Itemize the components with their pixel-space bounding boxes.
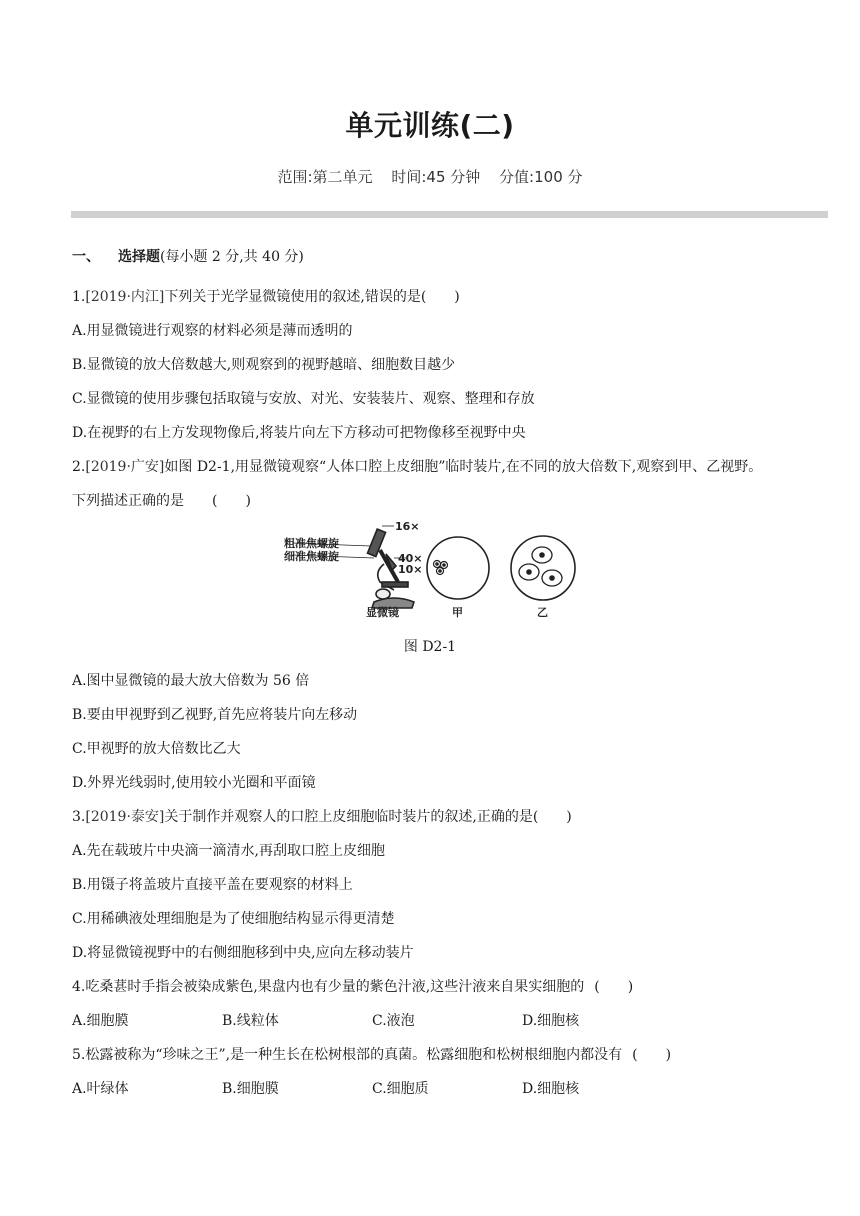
question-2-option-a: A.图中显微镜的最大放大倍数为 56 倍 <box>72 673 310 689</box>
question-5-option-d: D.细胞核 <box>522 1081 580 1097</box>
question-3-option-c: C.用稀碘液处理细胞是为了使细胞结构显示得更清楚 <box>72 911 395 927</box>
question-1-option-b: B.显微镜的放大倍数越大,则观察到的视野越暗、细胞数目越少 <box>72 357 456 373</box>
question-4-stem: 4.吃桑葚时手指会被染成紫色,果盘内也有少量的紫色汁液,这些汁液来自果实细胞的 ( ) <box>72 979 634 995</box>
exam-range: 范围:第二单元 <box>277 168 373 186</box>
section-number: 一、 <box>72 249 100 265</box>
question-2-option-b: B.要由甲视野到乙视野,首先应将装片向左移动 <box>72 707 358 723</box>
label-coarse-focus: 粗准焦螺旋 <box>284 537 339 550</box>
question-4-option-c: C.液泡 <box>372 1013 415 1029</box>
question-3-option-a: A.先在载玻片中央滴一滴清水,再刮取口腔上皮细胞 <box>72 843 386 859</box>
question-source: [2019·泰安] <box>85 809 165 825</box>
question-3-option-d: D.将显微镜视野中的右侧细胞移到中央,应向左移动装片 <box>72 945 414 961</box>
question-1-stem: 1.[2019·内江]下列关于光学显微镜使用的叙述,错误的是( ) <box>72 289 460 305</box>
figure-caption: 图 D2-1 <box>403 639 457 655</box>
label-objective-low: 10× <box>398 563 423 576</box>
question-5-option-a: A.叶绿体 <box>72 1081 129 1097</box>
question-4-option-d: D.细胞核 <box>522 1013 580 1029</box>
exam-info <box>0 166 860 187</box>
question-2-stem: 2.[2019·广安]如图 D2-1,用显微镜观察“人体口腔上皮细胞”临时装片,在不同的放大倍数下,观察到甲、乙视野。 <box>72 459 763 475</box>
label-field-a: 甲 <box>452 606 463 619</box>
question-source: [2019·广安] <box>85 459 165 475</box>
header-divider <box>71 211 828 218</box>
question-2-option-d: D.外界光线弱时,使用较小光圈和平面镜 <box>72 775 316 791</box>
question-3-stem: 3.[2019·泰安]关于制作并观察人的口腔上皮细胞临时装片的叙述,正确的是( ) <box>72 809 572 825</box>
question-2-option-c: C.甲视野的放大倍数比乙大 <box>72 741 241 757</box>
label-objective-high: 40× <box>398 552 423 565</box>
question-3-option-b: B.用镊子将盖玻片直接平盖在要观察的材料上 <box>72 877 353 893</box>
question-4-options <box>72 1010 672 1030</box>
section-heading <box>72 246 304 266</box>
question-5-options <box>72 1078 672 1098</box>
label-eyepiece: 16× <box>395 520 420 533</box>
figure-microscope-and-fields <box>282 520 592 620</box>
exam-score: 分值:100 分 <box>499 168 583 186</box>
question-4-option-a: A.细胞膜 <box>72 1013 129 1029</box>
exam-time: 时间:45 分钟 <box>391 168 481 186</box>
question-1-option-c: C.显微镜的使用步骤包括取镜与安放、对光、安装装片、观察、整理和存放 <box>72 391 535 407</box>
label-field-b: 乙 <box>537 606 548 619</box>
label-fine-focus: 细准焦螺旋 <box>284 550 339 563</box>
question-1-option-a: A.用显微镜进行观察的材料必须是薄而透明的 <box>72 323 353 339</box>
section-note: (每小题 2 分,共 40 分) <box>160 249 304 265</box>
question-5-option-b: B.细胞膜 <box>222 1081 279 1097</box>
section-name: 选择题 <box>118 249 160 265</box>
field-a <box>427 537 489 599</box>
label-microscope: 显微镜 <box>366 606 399 619</box>
question-4-option-b: B.线粒体 <box>222 1013 279 1029</box>
field-b <box>511 536 575 600</box>
question-source: [2019·内江] <box>85 289 165 305</box>
question-5-stem: 5.松露被称为“珍味之王”,是一种生长在松树根部的真菌。松露细胞和松树根细胞内都没有 ( ) <box>72 1047 672 1063</box>
page-title: 单元训练(二) <box>345 109 515 142</box>
question-2-stem-line2: 下列描述正确的是 ( ) <box>72 493 251 509</box>
question-5-option-c: C.细胞质 <box>372 1081 429 1097</box>
question-1-option-d: D.在视野的右上方发现物像后,将装片向左下方移动可把物像移至视野中央 <box>72 425 526 441</box>
